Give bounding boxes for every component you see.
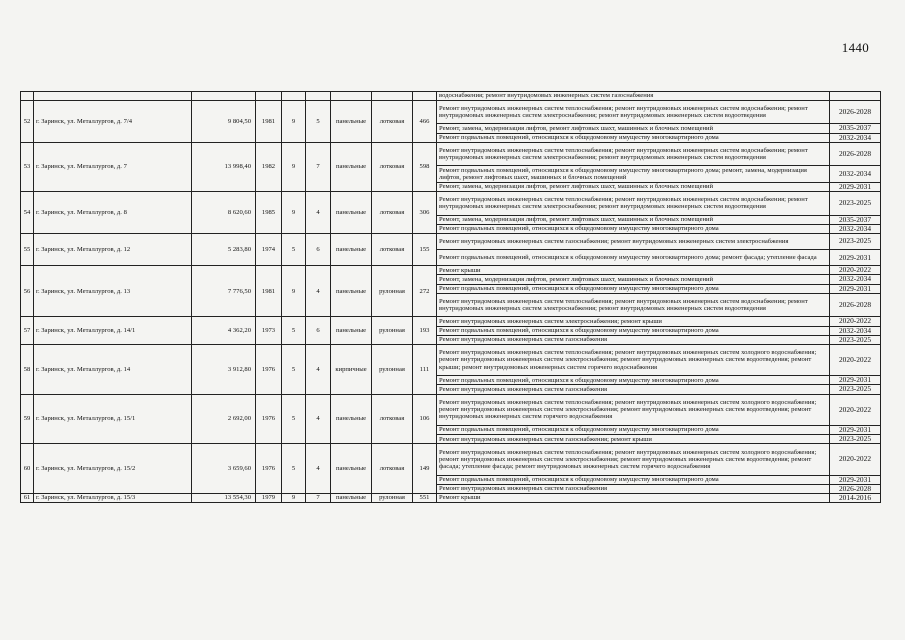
period-cell: 2032-2034 bbox=[830, 133, 881, 142]
entrances-cell: 4 bbox=[306, 191, 331, 233]
work-description-cell: Ремонт подвальных помещений, относящихся к общедомовому имуществу многоквартирного дома bbox=[437, 133, 830, 142]
work-description-cell: Ремонт подвальных помещений, относящихся к общедомовому имуществу многоквартирного дома bbox=[437, 376, 830, 385]
empty-cell bbox=[413, 92, 437, 101]
period-cell: 2023-2025 bbox=[830, 385, 881, 394]
work-description-cell: Ремонт внутридомовых инженерных систем электроснабжения; ремонт крыши bbox=[437, 317, 830, 326]
year-built-cell: 1974 bbox=[256, 233, 282, 265]
period-cell bbox=[830, 92, 881, 101]
period-cell: 2026-2028 bbox=[830, 484, 881, 493]
area-cell: 8 620,60 bbox=[192, 191, 256, 233]
empty-cell bbox=[372, 92, 413, 101]
residents-cell: 111 bbox=[413, 344, 437, 394]
roof-type-cell: лотковая bbox=[372, 444, 413, 494]
work-description-cell: Ремонт подвальных помещений, относящихся к общедомовому имуществу многоквартирного дома; ремонт, замена, модернизация лифтов, ремонт лифтовых шахт, машинных и блочных помещений bbox=[437, 166, 830, 182]
period-cell: 2023-2025 bbox=[830, 335, 881, 344]
residents-cell: 598 bbox=[413, 142, 437, 191]
residents-cell: 551 bbox=[413, 493, 437, 502]
area-cell: 4 362,20 bbox=[192, 317, 256, 344]
wall-material-cell: кирпичные bbox=[331, 344, 372, 394]
period-cell: 2035-2037 bbox=[830, 124, 881, 133]
wall-material-cell: панельные bbox=[331, 493, 372, 502]
floors-cell: 5 bbox=[282, 317, 306, 344]
work-description-cell: Ремонт, замена, модернизация лифтов, ремонт лифтовых шахт, машинных и блочных помещений bbox=[437, 124, 830, 133]
residents-cell: 466 bbox=[413, 100, 437, 142]
empty-cell bbox=[192, 92, 256, 101]
area-cell: 5 283,80 bbox=[192, 233, 256, 265]
entrances-cell: 6 bbox=[306, 317, 331, 344]
floors-cell: 5 bbox=[282, 394, 306, 444]
period-cell: 2029-2031 bbox=[830, 250, 881, 266]
work-description-cell: Ремонт внутридомовых инженерных систем газоснабжения bbox=[437, 335, 830, 344]
address-cell: г. Заринск, ул. Металлургов, д. 15/3 bbox=[34, 493, 192, 502]
wall-material-cell: панельные bbox=[331, 233, 372, 265]
residents-cell: 272 bbox=[413, 266, 437, 317]
table-body bbox=[21, 92, 881, 503]
period-cell: 2023-2025 bbox=[830, 191, 881, 215]
wall-material-cell: панельные bbox=[331, 394, 372, 444]
work-description-cell: Ремонт подвальных помещений, относящихся к общедомовому имуществу многоквартирного дома bbox=[437, 326, 830, 335]
row-number-cell: 53 bbox=[21, 142, 34, 191]
work-description-cell: Ремонт крыши bbox=[437, 266, 830, 275]
address-cell: г. Заринск, ул. Металлургов, д. 8 bbox=[34, 191, 192, 233]
wall-material-cell: панельные bbox=[331, 266, 372, 317]
period-cell: 2026-2028 bbox=[830, 293, 881, 317]
work-description-cell: Ремонт подвальных помещений, относящихся к общедомовому имуществу многоквартирного дома bbox=[437, 224, 830, 233]
floors-cell: 5 bbox=[282, 344, 306, 394]
entrances-cell: 6 bbox=[306, 233, 331, 265]
roof-type-cell: рулонная bbox=[372, 266, 413, 317]
roof-type-cell: рулонная bbox=[372, 317, 413, 344]
year-built-cell: 1979 bbox=[256, 493, 282, 502]
period-cell: 2029-2031 bbox=[830, 284, 881, 293]
table-row bbox=[21, 191, 881, 215]
work-description-cell: Ремонт подвальных помещений, относящихся к общедомовому имуществу многоквартирного дома bbox=[437, 475, 830, 484]
area-cell: 3 912,80 bbox=[192, 344, 256, 394]
entrances-cell: 4 bbox=[306, 444, 331, 494]
floors-cell: 9 bbox=[282, 100, 306, 142]
work-description-cell: Ремонт внутридомовых инженерных систем теплоснабжения; ремонт внутридомовых инженерных систем холодного водоснабжения; ремонт внутридомовых инженерных систем электроснабжения; ремонт внутридомовых инженерных систем водоотведения; ремонт крыши; ремонт внутридомовых инженерных систем горячего водоснабжения bbox=[437, 344, 830, 375]
period-cell: 2032-2034 bbox=[830, 275, 881, 284]
residents-cell: 193 bbox=[413, 317, 437, 344]
table-row bbox=[21, 444, 881, 475]
address-cell: г. Заринск, ул. Металлургов, д. 14/1 bbox=[34, 317, 192, 344]
entrances-cell: 4 bbox=[306, 344, 331, 394]
roof-type-cell: лотковая bbox=[372, 100, 413, 142]
floors-cell: 9 bbox=[282, 493, 306, 502]
work-description-cell: Ремонт подвальных помещений, относящихся к общедомовому имуществу многоквартирного дома; ремонт фасада; утепление фасада bbox=[437, 250, 830, 266]
period-cell: 2020-2022 bbox=[830, 394, 881, 425]
period-cell: 2029-2031 bbox=[830, 425, 881, 434]
year-built-cell: 1976 bbox=[256, 344, 282, 394]
address-cell: г. Заринск, ул. Металлургов, д. 12 bbox=[34, 233, 192, 265]
period-cell: 2026-2028 bbox=[830, 142, 881, 166]
table-row-continuation bbox=[21, 92, 881, 101]
floors-cell: 9 bbox=[282, 142, 306, 191]
wall-material-cell: панельные bbox=[331, 100, 372, 142]
year-built-cell: 1985 bbox=[256, 191, 282, 233]
area-cell: 3 659,60 bbox=[192, 444, 256, 494]
work-description-cell: Ремонт, замена, модернизация лифтов, ремонт лифтовых шахт, машинных и блочных помещений bbox=[437, 182, 830, 191]
table-row bbox=[21, 266, 881, 275]
capital-repair-table bbox=[20, 91, 881, 503]
floors-cell: 5 bbox=[282, 233, 306, 265]
area-cell: 2 692,00 bbox=[192, 394, 256, 444]
period-cell: 2029-2031 bbox=[830, 182, 881, 191]
row-number-cell: 61 bbox=[21, 493, 34, 502]
row-number-cell: 57 bbox=[21, 317, 34, 344]
period-cell: 2023-2025 bbox=[830, 435, 881, 444]
address-cell: г. Заринск, ул. Металлургов, д. 15/1 bbox=[34, 394, 192, 444]
work-description-cell: Ремонт внутридомовых инженерных систем теплоснабжения; ремонт внутридомовых инженерных систем водоснабжения; ремонт внутридомовых инженерных систем электроснабжения; ремонт внутридомовых инженерных систем водоотведения bbox=[437, 100, 830, 124]
wall-material-cell: панельные bbox=[331, 142, 372, 191]
year-built-cell: 1981 bbox=[256, 100, 282, 142]
work-description-cell: Ремонт, замена, модернизация лифтов, ремонт лифтовых шахт, машинных и блочных помещений bbox=[437, 275, 830, 284]
wall-material-cell: панельные bbox=[331, 444, 372, 494]
floors-cell: 5 bbox=[282, 444, 306, 494]
area-cell: 13 554,30 bbox=[192, 493, 256, 502]
period-cell: 2014-2016 bbox=[830, 493, 881, 502]
period-cell: 2020-2022 bbox=[830, 266, 881, 275]
period-cell: 2029-2031 bbox=[830, 475, 881, 484]
empty-cell bbox=[306, 92, 331, 101]
year-built-cell: 1982 bbox=[256, 142, 282, 191]
work-description-cell: Ремонт внутридомовых инженерных систем теплоснабжения; ремонт внутридомовых инженерных систем холодного водоснабжения; ремонт внутридомовых инженерных систем электроснабжения; ремонт внутридомовых инженерных систем водоотведения; ремонт внутридомовых инженерных систем горячего водоснабжения bbox=[437, 394, 830, 425]
period-cell: 2020-2022 bbox=[830, 444, 881, 475]
roof-type-cell: лотковая bbox=[372, 233, 413, 265]
table-row bbox=[21, 100, 881, 124]
period-cell: 2023-2025 bbox=[830, 233, 881, 249]
table-row bbox=[21, 317, 881, 326]
empty-cell bbox=[21, 92, 34, 101]
work-description-cell: Ремонт внутридомовых инженерных систем теплоснабжения; ремонт внутридомовых инженерных систем холодного водоснабжения; ремонт внутридомовых инженерных систем электроснабжения; ремонт внутридомовых инженерных систем водоотведения; ремонт фасада; утепление фасада; ремонт внутридомовых инженерных систем горячего водоснабжения bbox=[437, 444, 830, 475]
wall-material-cell: панельные bbox=[331, 317, 372, 344]
work-description-cell: водоснабжения; ремонт внутридомовых инженерных систем газоснабжения bbox=[437, 92, 830, 101]
row-number-cell: 59 bbox=[21, 394, 34, 444]
floors-cell: 9 bbox=[282, 191, 306, 233]
roof-type-cell: рулонная bbox=[372, 493, 413, 502]
work-description-cell: Ремонт внутридомовых инженерных систем газоснабжения; ремонт внутридомовых инженерных систем электроснабжения bbox=[437, 233, 830, 249]
table-row bbox=[21, 233, 881, 249]
table-row bbox=[21, 142, 881, 166]
roof-type-cell: рулонная bbox=[372, 344, 413, 394]
period-cell: 2029-2031 bbox=[830, 376, 881, 385]
roof-type-cell: лотковая bbox=[372, 142, 413, 191]
entrances-cell: 4 bbox=[306, 394, 331, 444]
empty-cell bbox=[34, 92, 192, 101]
period-cell: 2035-2037 bbox=[830, 215, 881, 224]
table-row bbox=[21, 493, 881, 502]
year-built-cell: 1976 bbox=[256, 444, 282, 494]
address-cell: г. Заринск, ул. Металлургов, д. 7 bbox=[34, 142, 192, 191]
page-number: 1440 bbox=[841, 40, 869, 55]
empty-cell bbox=[256, 92, 282, 101]
floors-cell: 9 bbox=[282, 266, 306, 317]
area-cell: 9 804,50 bbox=[192, 100, 256, 142]
row-number-cell: 52 bbox=[21, 100, 34, 142]
residents-cell: 155 bbox=[413, 233, 437, 265]
period-cell: 2020-2022 bbox=[830, 344, 881, 375]
entrances-cell: 4 bbox=[306, 266, 331, 317]
row-number-cell: 58 bbox=[21, 344, 34, 394]
address-cell: г. Заринск, ул. Металлургов, д. 15/2 bbox=[34, 444, 192, 494]
area-cell: 7 776,50 bbox=[192, 266, 256, 317]
work-description-cell: Ремонт, замена, модернизация лифтов, ремонт лифтовых шахт, машинных и блочных помещений bbox=[437, 215, 830, 224]
roof-type-cell: лотковая bbox=[372, 394, 413, 444]
row-number-cell: 54 bbox=[21, 191, 34, 233]
year-built-cell: 1981 bbox=[256, 266, 282, 317]
row-number-cell: 55 bbox=[21, 233, 34, 265]
residents-cell: 306 bbox=[413, 191, 437, 233]
year-built-cell: 1976 bbox=[256, 394, 282, 444]
work-description-cell: Ремонт подвальных помещений, относящихся к общедомовому имуществу многоквартирного дома bbox=[437, 284, 830, 293]
year-built-cell: 1973 bbox=[256, 317, 282, 344]
work-description-cell: Ремонт внутридомовых инженерных систем газоснабжения bbox=[437, 385, 830, 394]
period-cell: 2020-2022 bbox=[830, 317, 881, 326]
residents-cell: 149 bbox=[413, 444, 437, 494]
work-description-cell: Ремонт крыши bbox=[437, 493, 830, 502]
residents-cell: 106 bbox=[413, 394, 437, 444]
area-cell: 13 998,40 bbox=[192, 142, 256, 191]
period-cell: 2032-2034 bbox=[830, 166, 881, 182]
address-cell: г. Заринск, ул. Металлургов, д. 14 bbox=[34, 344, 192, 394]
empty-cell bbox=[282, 92, 306, 101]
work-description-cell: Ремонт внутридомовых инженерных систем теплоснабжения; ремонт внутридомовых инженерных систем водоснабжения; ремонт внутридомовых инженерных систем электроснабжения; ремонт внутридомовых инженерных систем водоотведения bbox=[437, 142, 830, 166]
work-description-cell: Ремонт подвальных помещений, относящихся к общедомовому имуществу многоквартирного дома bbox=[437, 425, 830, 434]
empty-cell bbox=[331, 92, 372, 101]
address-cell: г. Заринск, ул. Металлургов, д. 7/4 bbox=[34, 100, 192, 142]
period-cell: 2032-2034 bbox=[830, 224, 881, 233]
period-cell: 2032-2034 bbox=[830, 326, 881, 335]
entrances-cell: 7 bbox=[306, 493, 331, 502]
address-cell: г. Заринск, ул. Металлургов, д. 13 bbox=[34, 266, 192, 317]
row-number-cell: 56 bbox=[21, 266, 34, 317]
work-description-cell: Ремонт внутридомовых инженерных систем газоснабжения bbox=[437, 484, 830, 493]
work-description-cell: Ремонт внутридомовых инженерных систем газоснабжения; ремонт крыши bbox=[437, 435, 830, 444]
work-description-cell: Ремонт внутридомовых инженерных систем теплоснабжения; ремонт внутридомовых инженерных систем водоснабжения; ремонт внутридомовых инженерных систем электроснабжения; ремонт внутридомовых инженерных систем водоотведения bbox=[437, 293, 830, 317]
work-description-cell: Ремонт внутридомовых инженерных систем теплоснабжения; ремонт внутридомовых инженерных систем водоснабжения; ремонт внутридомовых инженерных систем электроснабжения; ремонт внутридомовых инженерных систем водоотведения bbox=[437, 191, 830, 215]
wall-material-cell: панельные bbox=[331, 191, 372, 233]
table-row bbox=[21, 344, 881, 375]
table-row bbox=[21, 394, 881, 425]
entrances-cell: 5 bbox=[306, 100, 331, 142]
row-number-cell: 60 bbox=[21, 444, 34, 494]
roof-type-cell: лотковая bbox=[372, 191, 413, 233]
entrances-cell: 7 bbox=[306, 142, 331, 191]
period-cell: 2026-2028 bbox=[830, 100, 881, 124]
